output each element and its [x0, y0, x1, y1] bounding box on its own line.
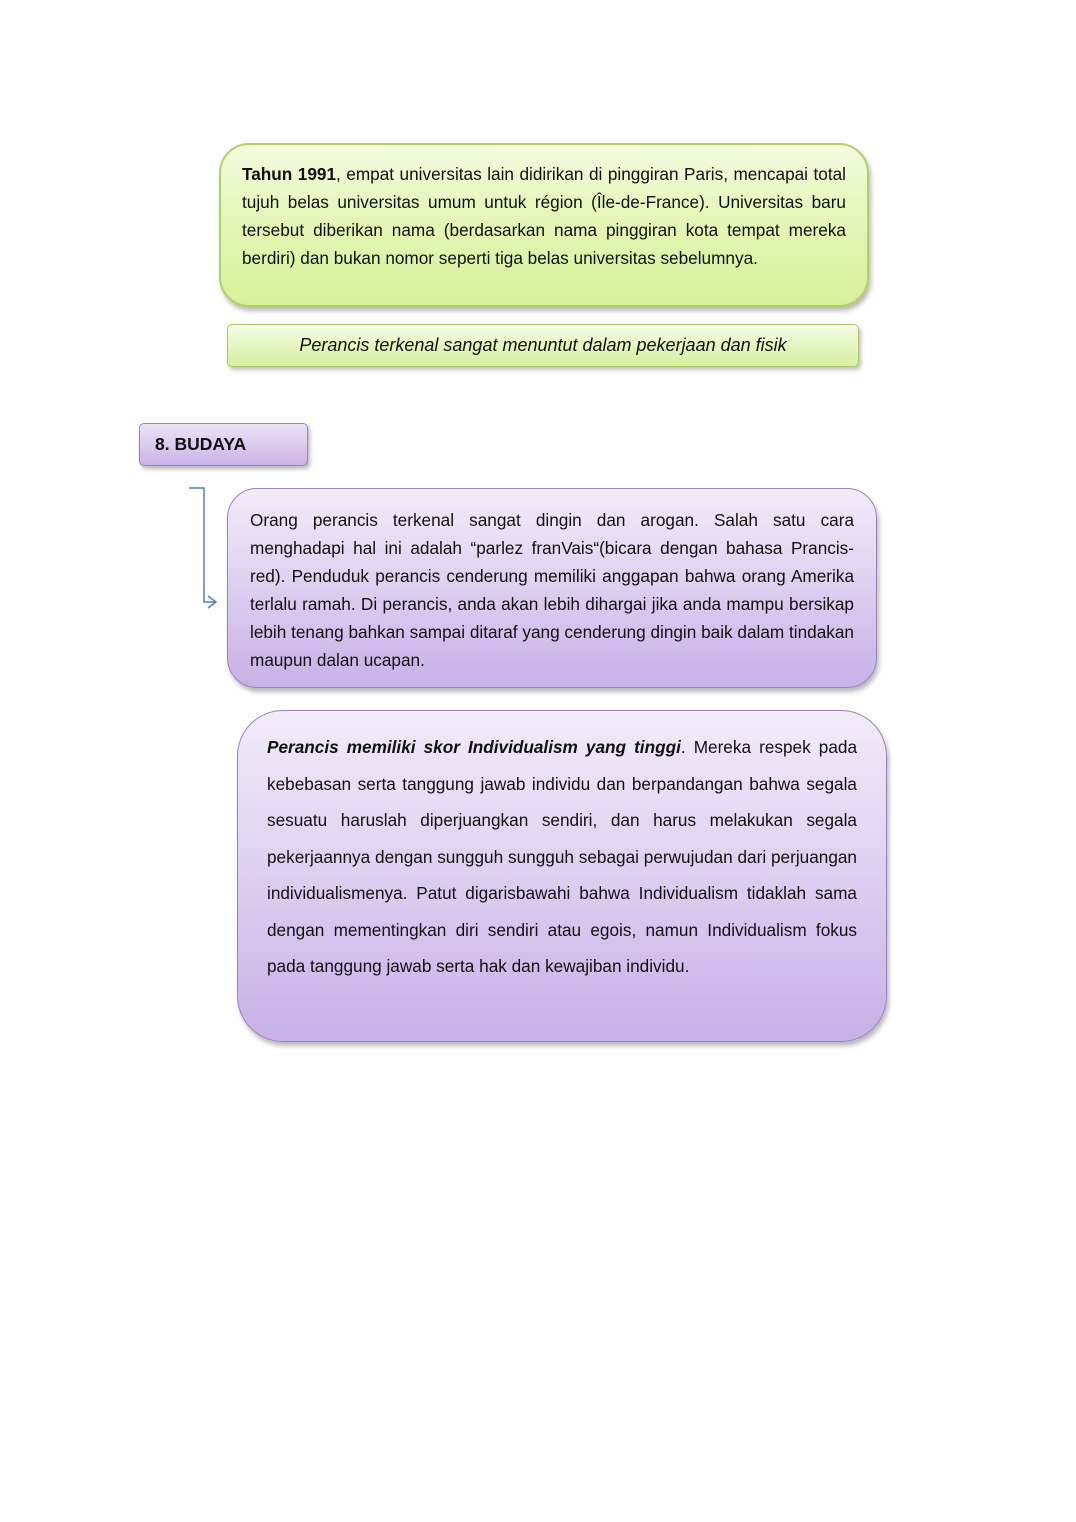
purple-box-2-lead: Perancis memiliki skor Individualism yang tinggi — [267, 737, 681, 757]
purple-box-2-text: . Mereka respek pada kebebasan serta tanggung jawab individu dan berpandangan bahwa segala sesuatu haruslah diperjuangkan sendiri, dan harus melakukan segala pekerjaannya dengan sungguh sungguh sebagai perwujudan dari perjuangan individualismenya. Patut digarisbawahi bahwa Individualism tidaklah sama dengan mementingkan diri sendiri atau egois, namun Individualism fokus pada tanggung jawab serta hak dan kewajiban individu. — [267, 737, 857, 976]
green-box-text: , empat universitas lain didirikan di pinggiran Paris, mencapai total tujuh belas universitas umum untuk région (Île-de-France). Universitas baru tersebut diberikan nama (berdasarkan nama pinggiran kota tempat mereka berdiri) dan bukan nomor seperti tiga belas universitas sebelumnya. — [242, 164, 846, 268]
purple-info-box-1 — [227, 488, 877, 688]
purple-box-1-text: Orang perancis terkenal sangat dingin dan arogan. Salah satu cara menghadapi hal ini adalah “parlez franVais“(bicara dengan bahasa Prancis-red). Penduduk perancis cenderung memiliki anggapan bahwa orang Amerika terlalu ramah. Di perancis, anda akan lebih dihargai jika anda mampu bersikap lebih tenang bahkan sampai ditaraf yang cenderung dingin baik dalam tindakan maupun dalan ucapan. — [250, 510, 854, 670]
green-caption-text: Perancis terkenal sangat menuntut dalam pekerjaan dan fisik — [299, 335, 787, 355]
purple-info-box-2 — [237, 710, 887, 1042]
green-box-lead: Tahun 1991 — [242, 164, 337, 184]
purple-box-2-paragraph — [267, 729, 857, 985]
green-caption-bar — [227, 324, 859, 367]
green-info-box — [219, 143, 869, 307]
section-heading-budaya — [139, 423, 308, 466]
green-box-paragraph — [242, 160, 846, 272]
section-heading-text: 8. BUDAYA — [155, 434, 247, 454]
